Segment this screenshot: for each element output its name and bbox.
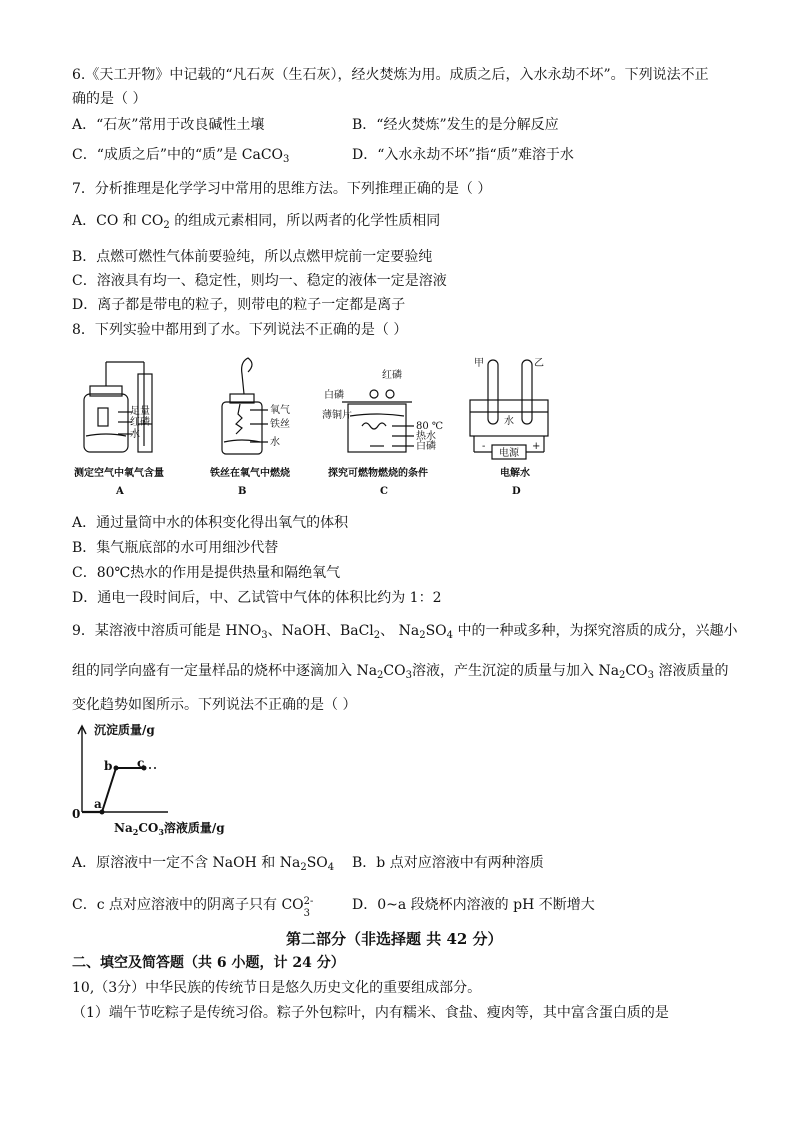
q7-option-a: A．CO 和 $CO_2$ 的组成元素相同，所以两者的化学性质相同 (72, 213, 441, 231)
graph-segment-ab (102, 768, 116, 812)
fig-d-label4: 水 (504, 416, 514, 427)
q9-option-a: A．原溶液中一定不含 NaOH 和 $Na_2SO_4$ (72, 855, 335, 873)
section-two-heading: 二、填空及简答题（共 6 小题，计 24 分） (72, 955, 345, 971)
fig-a-label1: 足量 (130, 406, 150, 417)
part2-title: 第二部分（非选择题 共 42 分） (286, 930, 503, 948)
q8-experiment-figures (72, 354, 552, 504)
fig-d-letter: D (512, 486, 521, 497)
fig-d-label3: 电源 (499, 448, 519, 459)
graph-label-b: b (104, 759, 113, 773)
fig-c-label3: 薄铜片 (322, 410, 352, 421)
fig-b-label1: 氧气 (270, 405, 290, 416)
fig-c-label6: 白磷 (416, 441, 436, 452)
precipitate-graph-svg (72, 720, 272, 840)
q7-stem: 7．分析推理是化学学习中常用的思维方法。下列推理正确的是（ ） (72, 181, 492, 197)
fig-a-label2: 红磷 (130, 417, 150, 428)
fig-b-caption: 铁丝在氧气中燃烧 (210, 468, 290, 479)
fig-c-apparatus (342, 390, 414, 452)
fig-c-label1: 红磷 (382, 370, 402, 381)
graph-origin: 0 (72, 807, 81, 821)
fig-a-letter: A (116, 486, 124, 497)
fig-c-label4: 80 ℃ (416, 421, 444, 432)
q8-stem: 8．下列实验中都用到了水。下列说法不正确的是（ ） (72, 322, 408, 338)
fig-d-minus: - (482, 441, 486, 452)
fig-b-label2: 铁丝 (270, 419, 290, 430)
q6-option-d: D．“入水永劫不坏”指“质”难溶于水 (352, 147, 574, 163)
fig-a-caption: 测定空气中氧气含量 (74, 468, 164, 479)
q9-stem-line3: 变化趋势如图所示。下列说法不正确的是（ ） (72, 697, 357, 713)
fig-d-label2: 乙 (534, 358, 544, 369)
q8-option-c: C．80℃热水的作用是提供热量和隔绝氧气 (72, 565, 341, 581)
fig-d-caption: 电解水 (500, 468, 530, 479)
q9-stem-line2: 组的同学向盛有一定量样品的烧杯中逐滴加入 $Na_2CO_3$溶液，产生沉淀的质量与加入 $Na_2CO_3$ 溶液质量的 (72, 663, 729, 681)
fig-c-caption: 探究可燃物燃烧的条件 (328, 468, 428, 479)
q9-option-d: D．0~a 段烧杯内溶液的 pH 不断增大 (352, 897, 595, 913)
graph-x-label: $Na_2CO_3$溶液质量/g (114, 821, 225, 837)
fig-b-apparatus (222, 358, 268, 454)
fig-d-plus: + (532, 441, 541, 452)
q7-option-c: C．溶液具有均一、稳定性，则均一、稳定的液体一定是溶液 (72, 273, 447, 289)
fig-b-letter: B (238, 486, 247, 497)
experiment-figures-svg (72, 354, 552, 504)
q6-option-c: C．“成质之后”中的“质”是 CaCO$_3$ (72, 147, 290, 165)
fig-c-letter: C (380, 486, 388, 497)
q7-option-d: D．离子都是带电的粒子，则带电的粒子一定都是离子 (72, 297, 406, 313)
q9-stem-line1: 9．某溶液中溶质可能是 $HNO_3$、NaOH、BaCl$_2$、 $Na_2SO_4$ 中的一种或多种，为探究溶质的成分，兴趣小 (72, 623, 738, 641)
q9-precipitate-graph (72, 720, 272, 840)
graph-point-b (114, 766, 119, 771)
q9-option-c: C．c 点对应溶液中的阴离子只有 CO 2- 3 (72, 896, 314, 919)
fig-c-label5: 热水 (416, 431, 436, 442)
fig-d-label1: 甲 (474, 358, 484, 369)
fig-c-label2: 白磷 (324, 390, 344, 401)
q8-option-d: D．通电一段时间后，中、乙试管中气体的体积比约为 1：2 (72, 590, 442, 606)
q6-stem-line1: 6.《天工开物》中记载的“凡石灰（生石灰），经火焚炼为用。成质之后，入水永劫不坏”。下列说法不正 (72, 67, 709, 83)
fig-a-label3: 水 (130, 429, 140, 440)
q10-part1: （1）端午节吃粽子是传统习俗。粽子外包粽叶，内有糯米、食盐、瘦肉等，其中富含蛋白质的是 (72, 1005, 669, 1021)
q10-stem: 10,（3分）中华民族的传统节日是悠久历史文化的重要组成部分。 (72, 980, 482, 996)
q8-option-b: B．集气瓶底部的水可用细沙代替 (72, 540, 279, 556)
graph-label-c: c (137, 756, 145, 770)
q6-option-b: B．“经火焚炼”发生的是分解反应 (352, 117, 559, 133)
q6-option-a: A．“石灰”常用于改良碱性土壤 (72, 117, 265, 133)
q6-stem-line2: 确的是（ ） (72, 91, 147, 107)
q8-option-a: A．通过量筒中水的体积变化得出氧气的体积 (72, 515, 349, 531)
fig-b-label3: 水 (270, 437, 280, 448)
graph-y-label: 沉淀质量/g (94, 723, 155, 737)
q7-option-b: B．点燃可燃性气体前要验纯，所以点燃甲烷前一定要验纯 (72, 249, 433, 265)
graph-label-a: a (94, 797, 102, 811)
q9-option-b: B．b 点对应溶液中有两种溶质 (352, 855, 544, 871)
